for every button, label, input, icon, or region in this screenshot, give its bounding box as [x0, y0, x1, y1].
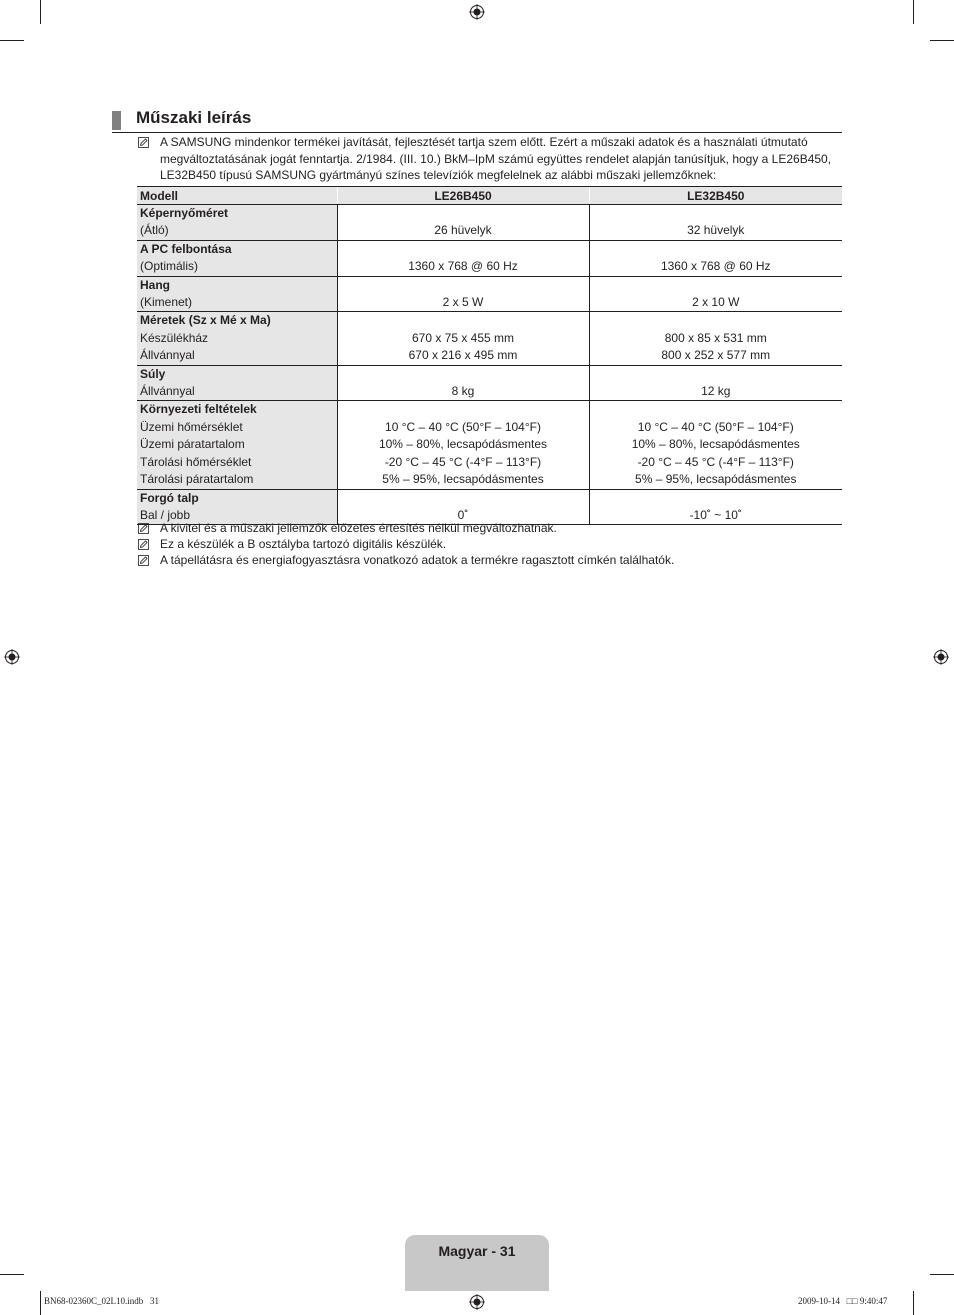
spec-label-cell — [137, 365, 337, 401]
intro-note-line: LE32B450 típusú SAMSUNG gyártmányú színes televíziók megfelelnek az alábbi műszaki jellemzőknek: — [160, 168, 717, 182]
spec-sub-label: Bal / jobb — [140, 507, 191, 522]
registration-mark-icon — [469, 1294, 485, 1310]
intro-note-line: A SAMSUNG mindenkor termékei javítását, fejlesztését tartja szem előtt. Ezért a műszaki adatok és a használati útmutató — [160, 135, 808, 149]
crop-mark — [40, 0, 41, 24]
spec-value-le26b450 — [337, 312, 589, 365]
spec-sub-label: (Optimális) — [140, 259, 199, 274]
slug-timestamp: 2009-10-14 □□ 9:40:47 — [798, 1296, 888, 1306]
intro-note-line: megváltoztatásának jogát fenntartja. 2/1984. (III. 10.) BkM–IpM számú együttes rendelet alapján tanúsítjuk, hogy a LE26B450, — [160, 151, 832, 166]
spec-value-le26b450 — [337, 365, 589, 401]
registration-mark-icon — [469, 4, 485, 20]
spec-value: -20 °C – 45 °C (-4°F – 113°F) — [637, 454, 794, 469]
note-pencil-icon — [138, 539, 149, 550]
spec-row-title: Képernyőméret — [140, 206, 229, 220]
spec-value: 10 °C – 40 °C (50°F – 104°F) — [385, 419, 541, 434]
column-header-model: Modell — [137, 187, 337, 205]
spec-value: 10% – 80%, lecsapódásmentes — [378, 437, 548, 452]
note-item: A kivitel és a műszaki jellemzők előzetes értesítés nélkül megváltozhatnak. — [160, 521, 557, 535]
spec-row-title: Méretek (Sz x Mé x Ma) — [140, 313, 271, 328]
note-pencil-icon — [138, 555, 149, 566]
crop-mark — [0, 40, 24, 41]
slug-file: BN68-02360C_02L10.indb 31 — [44, 1296, 160, 1306]
spec-sub-label: Tárolási páratartalom — [140, 472, 254, 487]
spec-value-le32b450 — [589, 312, 842, 365]
spec-value: 32 hüvelyk — [687, 223, 745, 238]
spec-value: 26 hüvelyk — [434, 223, 492, 238]
spec-value: 1360 x 768 @ 60 Hz — [408, 259, 518, 274]
spec-value: 0˚ — [457, 507, 469, 522]
crop-mark — [913, 1291, 914, 1315]
registration-mark-icon — [933, 649, 949, 665]
spec-sub-label: Üzemi páratartalom — [140, 437, 245, 452]
crop-mark — [930, 1274, 954, 1275]
spec-row-title: Forgó talp — [140, 490, 199, 505]
column-header-le26b450: LE26B450 — [337, 187, 589, 205]
note-item: Ez a készülék a B osztályba tartozó digitális készülék. — [160, 537, 447, 551]
section-header — [112, 108, 842, 133]
spec-value-le32b450 — [589, 365, 842, 401]
table-row — [137, 276, 842, 312]
spec-sub-label: (Átló) — [140, 223, 169, 238]
spec-sub-label: Tárolási hőmérséklet — [140, 454, 252, 469]
spec-value: -10˚ ~ 10˚ — [689, 507, 742, 522]
column-header-le32b450: LE32B450 — [589, 187, 842, 205]
spec-value: 10 °C – 40 °C (50°F – 104°F) — [637, 419, 794, 434]
intro-note — [160, 134, 850, 184]
spec-label-cell — [137, 240, 337, 276]
note-item: A tápellátásra és energiafogyasztásra vonatkozó adatok a termékre ragasztott címkén találhatók. — [160, 553, 675, 567]
spec-label-cell — [137, 205, 337, 241]
note-pencil-icon — [138, 137, 149, 148]
spec-value: 2 x 10 W — [692, 295, 740, 310]
spec-row-title: Környezeti feltételek — [140, 402, 257, 417]
spec-value: -20 °C – 45 °C (-4°F – 113°F) — [384, 454, 542, 469]
spec-value-le26b450 — [337, 276, 589, 312]
page-number: Magyar - 31 — [438, 1243, 516, 1259]
crop-mark — [913, 0, 914, 24]
spec-sub-label: Üzemi hőmérséklet — [140, 419, 243, 434]
table-row — [137, 365, 842, 401]
title-bar-marker — [112, 111, 121, 130]
spec-label-cell — [137, 312, 337, 365]
spec-label-cell — [137, 401, 337, 489]
spec-row-title: Hang — [140, 277, 170, 292]
spec-value: 800 x 252 x 577 mm — [661, 348, 771, 363]
spec-value-le32b450 — [589, 205, 842, 241]
spec-sub-label: (Kimenet) — [140, 295, 193, 310]
spec-value: 12 kg — [701, 384, 731, 399]
spec-value-le26b450 — [337, 240, 589, 276]
spec-value: 670 x 216 x 495 mm — [408, 348, 518, 363]
spec-value: 10% – 80%, lecsapódásmentes — [631, 437, 800, 452]
crop-mark — [930, 40, 954, 41]
spec-label-cell — [137, 276, 337, 312]
spec-row-title: A PC felbontása — [140, 241, 232, 256]
spec-value: 2 x 5 W — [442, 295, 484, 310]
table-header-row — [137, 187, 842, 205]
table-row — [137, 205, 842, 241]
spec-sub-label: Állvánnyal — [140, 348, 195, 363]
spec-value-le32b450 — [589, 401, 842, 489]
spec-value: 8 kg — [451, 384, 475, 399]
spec-value: 1360 x 768 @ 60 Hz — [660, 259, 771, 274]
spec-sub-label: Készülékház — [140, 330, 209, 345]
spec-sub-label: Állvánnyal — [140, 384, 195, 399]
spec-value-le26b450 — [337, 401, 589, 489]
registration-mark-icon — [4, 649, 20, 665]
spec-value-le26b450 — [337, 205, 589, 241]
spec-value: 800 x 85 x 531 mm — [664, 330, 767, 345]
spec-value: 5% – 95%, lecsapódásmentes — [635, 472, 797, 487]
spec-value: 670 x 75 x 455 mm — [411, 330, 515, 345]
table-row — [137, 240, 842, 276]
note-pencil-icon — [138, 523, 149, 534]
spec-row-title: Súly — [140, 366, 166, 381]
crop-mark — [0, 1274, 24, 1275]
table-row — [137, 401, 842, 489]
page-title: Műszaki leírás — [136, 108, 252, 127]
table-row — [137, 312, 842, 365]
spec-value-le32b450 — [589, 240, 842, 276]
spec-table — [137, 186, 842, 525]
spec-value: 5% – 95%, lecsapódásmentes — [382, 472, 544, 487]
crop-mark — [40, 1291, 41, 1315]
spec-value-le32b450 — [589, 276, 842, 312]
